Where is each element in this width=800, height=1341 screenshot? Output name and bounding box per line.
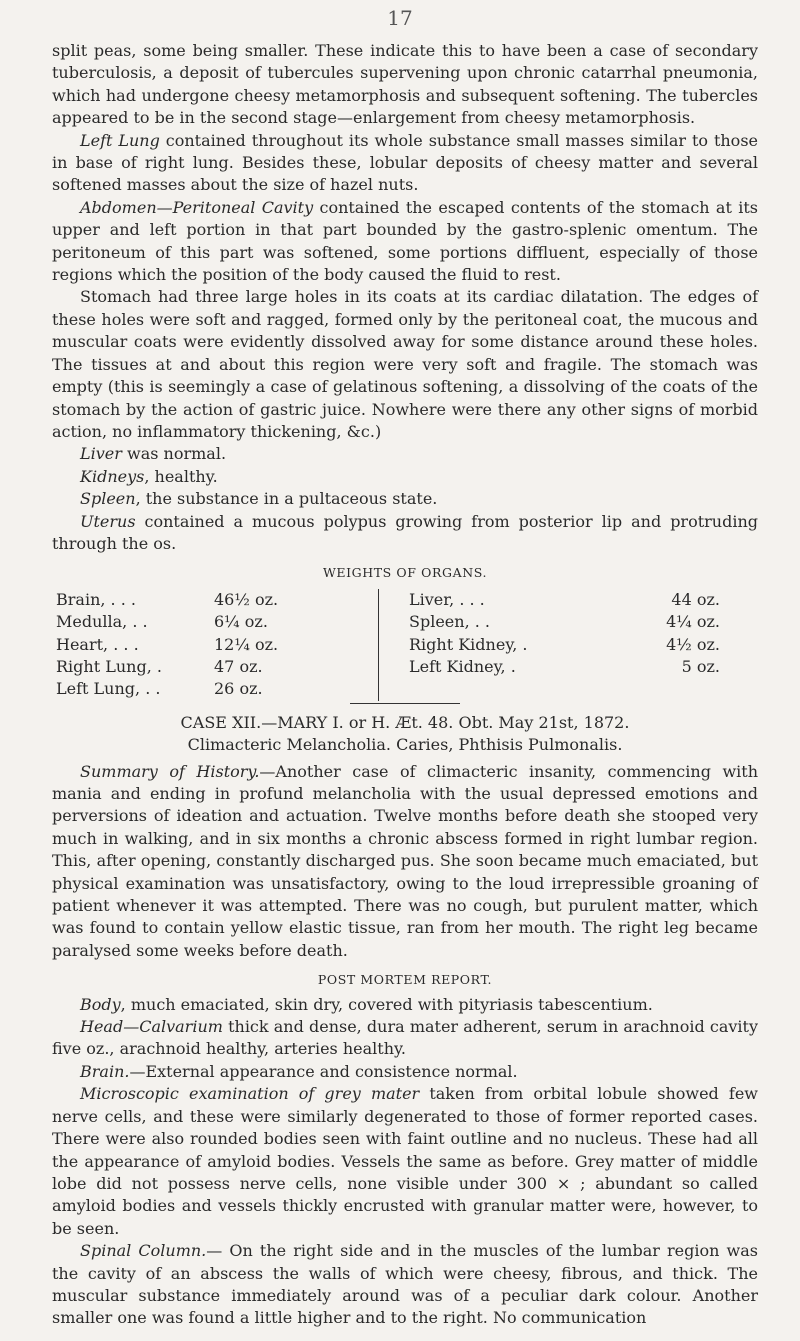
paragraph-text: , the substance in a pultaceous state. [135, 489, 438, 509]
paragraph-lead: Left Lung [80, 130, 160, 150]
table-row [52, 678, 758, 700]
paragraph-lead: Body [80, 994, 121, 1014]
paragraph-text: Stomach had three large holes in its coats at its cardiac dilatation. The edges of these holes were soft and ragged, formed only by the peritoneal coat, the mucous and muscular coats were evidently dissolved away for some distance around these holes. The tissues at and about this region were very soft and fragile. The stomach was empty (this is seemingly a case of gelatinous softening, a dissolving of the coats of the stomach by the action of gastric juice. Nowhere were there any other signs of morbid action, no inflammatory thickening, &c.) [52, 287, 758, 441]
organ-name [52, 656, 210, 678]
post-mortem-heading: POST MORTEM REPORT. [317, 972, 493, 988]
paragraph-uterus [52, 511, 758, 556]
organ-weight: 26 oz. [210, 678, 379, 700]
paragraph-stomach [52, 286, 758, 443]
paragraph-continuation [52, 40, 758, 130]
paragraph-lead: Brain. [80, 1061, 130, 1081]
organ-label: Spleen, [409, 612, 470, 632]
organ-label: Brain, [56, 589, 106, 609]
paragraph-microscopic [52, 1083, 758, 1240]
organ-weight: 4¼ oz. [666, 612, 720, 632]
table-row [52, 589, 758, 611]
case-subtitle: Climacteric Melancholia. Caries, Phthisis Pulmonalis. [187, 735, 623, 755]
organ-label: Liver, [409, 589, 455, 609]
organ-name [379, 656, 564, 678]
leader-dots: . [156, 656, 162, 676]
weights-table [52, 589, 758, 701]
paragraph-lead: Kidneys [80, 466, 145, 486]
paragraph-liver [52, 443, 758, 465]
table-row [52, 611, 758, 633]
paragraph-text: , healthy. [144, 466, 218, 486]
organ-weight: 44 oz. [671, 589, 720, 609]
paragraph-text: —External appearance and consistence normal. [129, 1061, 518, 1081]
paragraph-brain [52, 1061, 758, 1083]
leader-dots: . . [145, 679, 161, 699]
page-number: 17 [387, 6, 413, 30]
organ-name [379, 589, 564, 611]
paragraph-lead: Liver [80, 444, 122, 464]
paragraph-text: contained throughout its whole substance small masses similar to those in base of right lung. Besides these, lobular deposits of cheesy matter and several softened masses about the size of hazel nuts. [52, 130, 758, 195]
organ-label: Heart, [56, 634, 109, 654]
paragraph-lead: Microscopic examination of grey mater [80, 1084, 420, 1104]
paragraph-lead: Spleen [80, 489, 136, 509]
organ-weight [563, 678, 758, 700]
paragraph-head [52, 1016, 758, 1061]
paragraph-lead: Abdomen—Peritoneal Cavity [80, 197, 314, 217]
paragraph-text: taken from orbital lobule showed few nerve cells, and these were similarly degenerated to those of former reported cases. There were also rounded bodies seen with faint outline and no nucleus. These had all the appearance of amyloid bodies. Vessels the same as before. Grey matter of middle lobe did not possess nerve cells, none visible under 300 × ; abundant so called amyloid bodies and vessels thickly encrusted with granular matter were, however, to be seen. [52, 1084, 759, 1238]
paragraph-abdomen [52, 197, 758, 287]
leader-dots: . [510, 656, 516, 676]
organ-name [52, 678, 210, 700]
page-body [52, 40, 758, 1330]
paragraph-summary [52, 761, 758, 963]
paragraph-lead: Head—Calvarium [80, 1017, 223, 1037]
paragraph-text: —Another case of climacteric insanity, commencing with mania and ending in profund melancholia with the usual depressed emotions and perversions of ideation and actuation. Twelve months before death she stooped very much in walking, and in six months a chronic abscess formed in right lumbar region. This, after opening, constantly discharged pus. She soon became much emaciated, but physical examination was unsatisfactory, owing to the loud irrepressible groaning of patient whenever it was attempted. There was no cough, but purulent matter, which was found to contain yellow elastic tissue, ran from her mouth. The right leg became paralysed some weeks before death. [52, 761, 758, 960]
organ-name [379, 611, 564, 633]
paragraph-text: contained the escaped contents of the stomach at its upper and left portion in that part bounded by the gastro-splenic omentum. The peritoneum of this part was softened, some portions diffluent, especially of those regions which the position of the body caused the fluid to rest. [52, 197, 758, 285]
organ-label: Right Lung, [56, 656, 152, 676]
divider [350, 703, 460, 704]
organ-label: Medulla, [56, 612, 128, 632]
organ-name [379, 634, 564, 656]
organ-name [379, 678, 564, 700]
organ-weight: 5 oz. [681, 656, 720, 676]
organ-label: Right Kidney, [409, 634, 518, 654]
organ-weight: 4½ oz. [666, 634, 720, 654]
organ-weight: 6¼ oz. [210, 611, 379, 633]
organ-label: Left Kidney, [409, 656, 506, 676]
paragraph-text: split peas, some being smaller. These indicate this to have been a case of secondary tuberculosis, a deposit of tubercules supervening upon chronic catarrhal pneumonia, which had undergone cheesy metamorphosis and subsequent softening. The tubercles appeared to be in the second stage—enlargement from cheesy metamorphosis. [52, 41, 758, 128]
leader-dots: . . . [459, 589, 485, 609]
weights-heading: WEIGHTS OF ORGANS. [322, 565, 488, 581]
leader-dots: . [522, 634, 528, 654]
paragraph-text: contained a mucous polypus growing from posterior lip and protruding through the os. [52, 511, 758, 553]
table-row [52, 656, 758, 678]
paragraph-spinal-column [52, 1240, 758, 1330]
leader-dots: . . . [110, 589, 136, 609]
organ-weight: 46½ oz. [210, 589, 379, 611]
organ-weight: 47 oz. [210, 656, 379, 678]
organ-name [52, 634, 210, 656]
paragraph-kidneys [52, 466, 758, 488]
paragraph-text: was normal. [121, 444, 227, 464]
paragraph-lead: Spinal Column. [80, 1241, 207, 1261]
paragraph-body [52, 994, 758, 1016]
organ-label: Left Lung, [56, 679, 141, 699]
leader-dots: . . [132, 612, 148, 632]
case-title: CASE XII.—MARY I. or H. Æt. 48. Obt. May 21st, 1872. [180, 712, 630, 732]
paragraph-lead: Summary of History. [80, 761, 260, 781]
leader-dots: . . [474, 612, 491, 632]
paragraph-left-lung [52, 130, 758, 197]
paragraph-text: , much emaciated, skin dry, covered with pityriasis tabescentium. [120, 994, 653, 1014]
leader-dots: . . . [113, 634, 139, 654]
organ-name [52, 589, 210, 611]
paragraph-text: — On the right side and in the muscles of the lumbar region was the cavity of an abscess the walls of which were cheesy, fibrous, and thick. The muscular substance immediately around was of a peculiar dark colour. Another smaller one was found a little higher and to the right. No communication [52, 1241, 758, 1328]
table-row [52, 634, 758, 656]
organ-name [52, 611, 210, 633]
paragraph-spleen [52, 488, 758, 510]
organ-weight: 12¼ oz. [210, 634, 379, 656]
paragraph-text: thick and dense, dura mater adherent, serum in arachnoid cavity five oz., arachnoid healthy, arteries healthy. [52, 1017, 758, 1059]
paragraph-lead: Uterus [80, 511, 136, 531]
